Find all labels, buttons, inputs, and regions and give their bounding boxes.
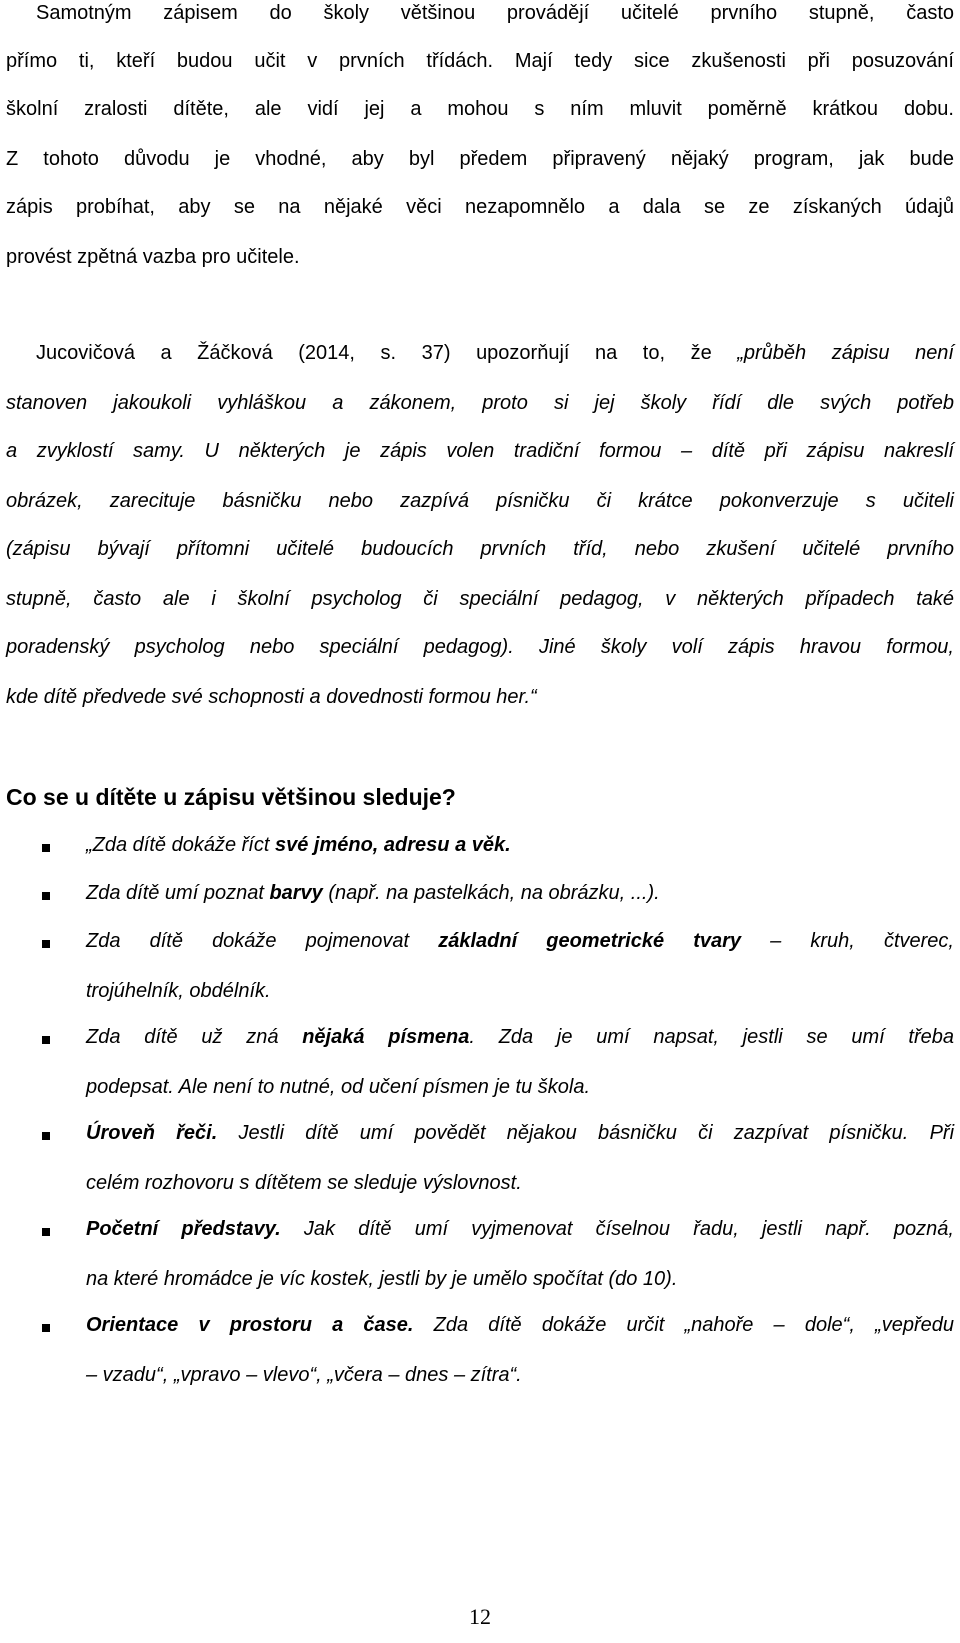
bullet-6-line2: na které hromádce je víc kostek, jestli by je umělo spočítat (do 10). (86, 1268, 678, 1290)
bullet-3: Zda dítě dokáže pojmenovat základní geometrické tvary – kruh, čtverec, (86, 930, 954, 952)
bullet-4-line2: podepsat. Ale není to nutné, od učení písmen je tu škola. (86, 1076, 591, 1098)
bullet-3-line2: trojúhelník, obdélník. (86, 980, 271, 1002)
para2-line1 (36, 342, 954, 392)
bullet-2: Zda dítě umí poznat barvy (např. na pastelkách, na obrázku, ...). (86, 882, 660, 904)
para2-line6: stupně, často ale i školní psycholog či speciální pedagog, v některých případech také (6, 588, 954, 610)
bullet-marker (42, 1228, 50, 1236)
para1-line6: provést zpětná vazba pro učitele. (6, 246, 300, 268)
section-heading: Co se u dítěte u zápisu většinou sleduje? (6, 784, 456, 810)
bullet-6: Početní představy. Jak dítě umí vyjmenovat číselnou řadu, jestli např. pozná, (86, 1218, 954, 1240)
para1-line2: přímo ti, kteří budou učit v prvních třídách. Mají tedy sice zkušenosti při posuzování (6, 50, 954, 72)
bullet-marker (42, 1132, 50, 1140)
bullet-4: Zda dítě už zná nějaká písmena. Zda je umí napsat, jestli se umí třeba (86, 1026, 955, 1048)
para2-line2: stanoven jakoukoli vyhláškou a zákonem, proto si jej školy řídí dle svých potřeb (6, 392, 954, 414)
para1-line3: školní zralosti dítěte, ale vidí jej a mohou s ním mluvit poměrně krátkou dobu. (6, 98, 954, 120)
para2-line8: kde dítě předvede své schopnosti a dovednosti formou her.“ (6, 686, 537, 708)
bullet-5: Úroveň řeči. Jestli dítě umí povědět nějakou básničku či zazpívat písničku. Při (86, 1122, 955, 1144)
bullet-7: Orientace v prostoru a čase. Zda dítě dokáže určit „nahoře – dole“, „vepředu (86, 1314, 954, 1336)
bullet-marker (42, 1036, 50, 1044)
bullet-marker (42, 1324, 50, 1332)
bullet-7-line2: – vzadu“, „vpravo – vlevo“, „včera – dnes – zítra“. (86, 1364, 522, 1386)
para1-line4: Z tohoto důvodu je vhodné, aby byl předem připravený nějaký program, jak bude (6, 148, 954, 170)
page-number: 12 (469, 1604, 491, 1629)
para2-line3: a zvyklostí samy. U některých je zápis volen tradiční formou – dítě při zápisu nakreslí (6, 440, 954, 462)
bullet-1: „Zda dítě dokáže říct své jméno, adresu a věk. (86, 834, 511, 856)
citation-text: Jucovičová a Žáčková (2014, s. 37) upozorňují na to, že (36, 342, 738, 364)
para2-line5: (zápisu bývají přítomni učitelé budoucích prvních tříd, nebo zkušení učitelé prvního (6, 538, 954, 560)
bullet-5-line2: celém rozhovoru s dítětem se sleduje výslovnost. (86, 1172, 522, 1194)
para1-line1: Samotným zápisem do školy většinou provádějí učitelé prvního stupně, často (36, 2, 954, 24)
para2-line4: obrázek, zarecituje básničku nebo zazpívá písničku či krátce pokonverzuje s učiteli (6, 490, 954, 512)
bullet-marker (42, 940, 50, 948)
quote-start: „průběh zápisu není (737, 342, 954, 364)
bullet-marker (42, 844, 50, 852)
bullet-marker (42, 892, 50, 900)
para2-line7: poradenský psycholog nebo speciální pedagog). Jiné školy volí zápis hravou formou, (6, 636, 954, 658)
para1-line5: zápis probíhat, aby se na nějaké věci nezapomnělo a dala se ze získaných údajů (6, 196, 954, 218)
